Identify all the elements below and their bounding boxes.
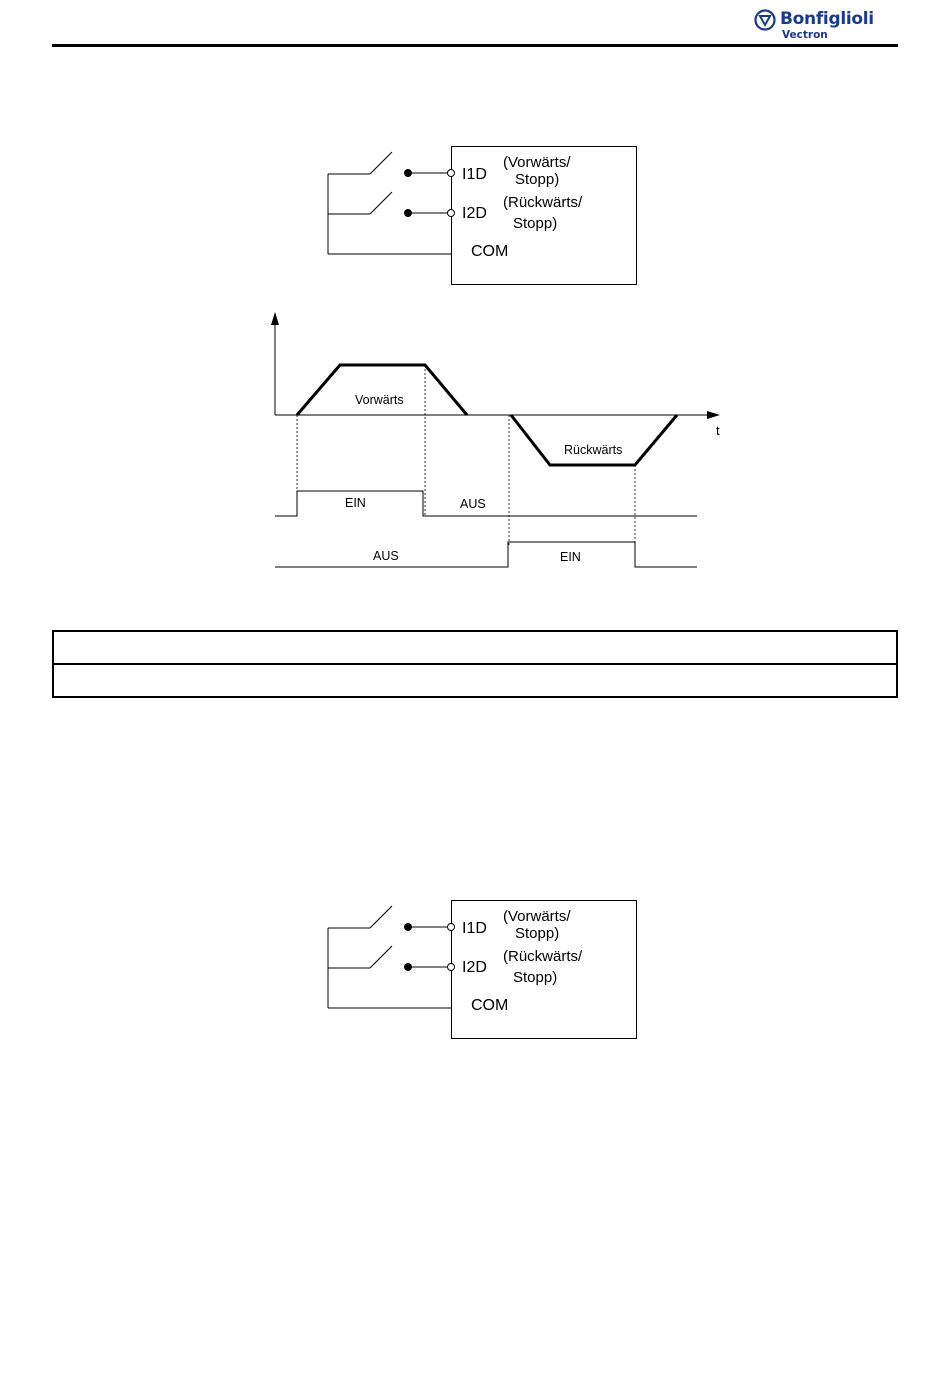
signal1-off-label: AUS — [460, 497, 486, 511]
switch-2 — [370, 192, 392, 214]
terminal-i1d-desc-line2: Stopp) — [515, 925, 560, 942]
signal1-on-label: EIN — [345, 496, 366, 510]
switch-2 — [370, 946, 392, 968]
forward-label: Vorwärts — [355, 393, 404, 407]
forward-speed-profile — [297, 365, 467, 415]
speed-axis-arrow — [271, 312, 279, 325]
terminal-i2d-desc-line2: Stopp) — [513, 969, 558, 986]
wiring-diagram-1 — [320, 140, 650, 290]
terminal-i1d-desc-line1: (Vorwärts/ — [503, 154, 571, 171]
bonfiglioli-logo-icon — [754, 9, 776, 31]
signal1-waveform — [275, 491, 697, 516]
wiring-diagram-2 — [320, 894, 650, 1044]
terminal-i1d-desc-line1: (Vorwärts/ — [503, 908, 571, 925]
reverse-label: Rückwärts — [564, 443, 623, 457]
brand-subname: Vectron — [782, 29, 828, 41]
signal2-on-label: EIN — [560, 550, 581, 564]
signal2-waveform — [275, 542, 697, 567]
table-row — [53, 631, 897, 664]
terminal-i2d-desc-line1: (Rückwärts/ — [503, 194, 583, 211]
table-cell — [53, 631, 897, 664]
signal2-off-label: AUS — [373, 549, 399, 563]
time-axis-label: t — [716, 423, 720, 438]
switch-1 — [370, 906, 392, 928]
terminal-i1d-label: I1D — [462, 920, 487, 937]
parameter-table — [52, 630, 898, 698]
terminal-i1d-label: I1D — [462, 166, 487, 183]
terminal-com-label: COM — [471, 243, 509, 260]
terminal-i2d-desc-line1: (Rückwärts/ — [503, 948, 583, 965]
header-rule — [52, 44, 898, 47]
terminal-i1d-desc-line2: Stopp) — [515, 171, 560, 188]
brand-name: Bonfiglioli — [780, 9, 874, 29]
time-axis-arrow — [707, 411, 720, 419]
terminal-i2d-desc-line2: Stopp) — [513, 215, 558, 232]
brand-logo — [752, 6, 892, 46]
terminal-i2d-label: I2D — [462, 959, 487, 976]
table-cell — [53, 664, 897, 697]
switch-1 — [370, 152, 392, 174]
terminal-com-label: COM — [471, 997, 509, 1014]
reverse-speed-profile — [511, 415, 677, 465]
terminal-i2d-label: I2D — [462, 205, 487, 222]
timing-diagram — [260, 305, 740, 580]
table-row — [53, 664, 897, 697]
